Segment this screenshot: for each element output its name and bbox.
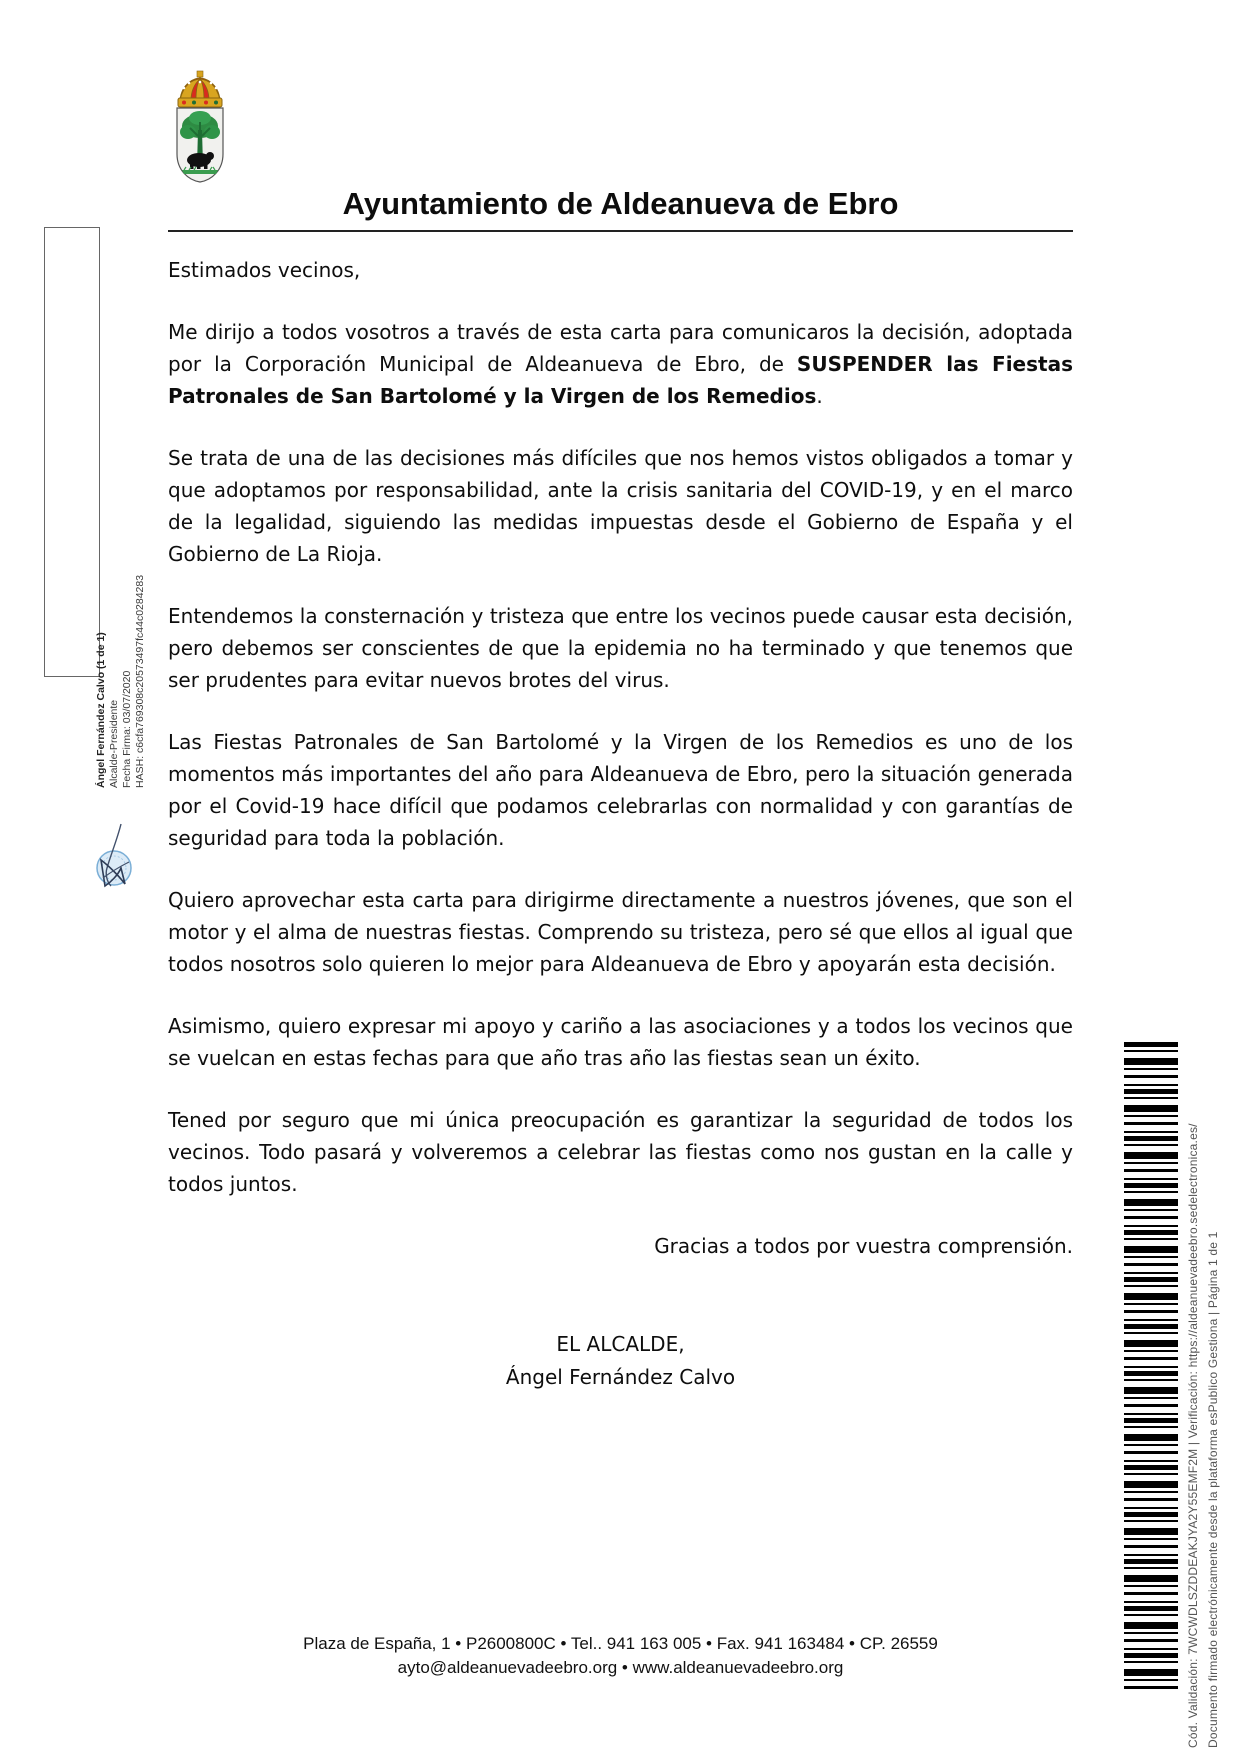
paragraph-decision-bold: SUSPENDER las Fiestas Patronales de San Bartolomé y la Virgen de los Remedios	[168, 352, 1073, 408]
paragraph-understanding: Entendemos la consternación y tristeza que entre los vecinos puede causar esta decisión, pero debemos ser conscientes de que la epidemia no ha terminado y que tenemos que ser prudentes para evitar nuevos brotes del virus.	[168, 604, 1073, 692]
verification-code-line: Cód. Validación: 7WCWDLSZDDEAKJYA2Y55EMF2M | Verificación: https://aldeanuevadeebro.sedelectronica.es/	[1186, 1123, 1200, 1748]
footer-address-line: Plaza de España, 1 • P2600800C • Tel.. 941 163 005 • Fax. 941 163484 • CP. 26559	[303, 1634, 938, 1653]
signature-hash: HASH: c6cfa769308c20573497fc44c0284283	[134, 574, 146, 788]
paragraph-importance: Las Fiestas Patronales de San Bartolomé y la Virgen de los Remedios es uno de los momentos más importantes del año para Aldeanueva de Ebro, pero la situación generada por el Covid-19 hace difícil que podamos celebrarlas con normalidad y con garantías de seguridad para toda la población.	[168, 730, 1073, 850]
signer-name: Ángel Fernández Calvo (1 de 1)	[95, 632, 107, 788]
paragraph-decision	[168, 316, 1073, 412]
paragraph-decision-end: .	[816, 384, 823, 408]
coat-of-arms-icon	[172, 70, 228, 186]
paragraph-decision-start: Me dirijo a todos vosotros a través de esta carta para comunicaros la decisión, adoptada por la Corporación Municipal de Aldeanueva de Ebro, de	[168, 320, 1073, 376]
paragraph-youth: Quiero aprovechar esta carta para dirigirme directamente a nuestros jóvenes, que son el motor y el alma de nuestras fiestas. Comprendo su tristeza, pero sé que ellos al igual que todos nosotros solo quieren lo mejor para Aldeanueva de Ebro y apoyarán esta decisión.	[168, 888, 1073, 976]
digital-signature-box	[44, 227, 146, 788]
page-title: Ayuntamiento de Aldeanueva de Ebro	[342, 186, 899, 221]
closing-line: Gracias a todos por vuestra comprensión.	[654, 1234, 1073, 1258]
paragraph-assurance: Tened por seguro que mi única preocupación es garantizar la seguridad de todos los vecinos. Todo pasará y volveremos a celebrar las fiestas como nos gustan en la calle y todos juntos.	[168, 1108, 1073, 1196]
salutation: Estimados vecinos,	[168, 258, 361, 282]
signer-role: Alcalde-Presidente	[108, 699, 120, 788]
signature-date: Fecha Firma: 03/07/2020	[121, 670, 133, 788]
signature-stamp-icon	[91, 820, 143, 902]
signature-metadata	[95, 555, 147, 788]
title-divider	[168, 230, 1073, 232]
signature-block	[168, 1328, 1073, 1394]
footer-web-line: ayto@aldeanuevadeebro.org • www.aldeanuevadeebro.org	[397, 1658, 844, 1677]
barcode	[1124, 1042, 1178, 1692]
paragraph-associations: Asimismo, quiero expresar mi apoyo y cariño a las asociaciones y a todos los vecinos que se vuelcan en estas fechas para que año tras año las fiestas sean un éxito.	[168, 1014, 1073, 1070]
verification-platform-line: Documento firmado electrónicamente desde la plataforma esPublico Gestiona | Página 1 de 1	[1206, 1231, 1220, 1748]
paragraph-responsibility: Se trata de una de las decisiones más difíciles que nos hemos vistos obligados a tomar y que adoptamos por responsabilidad, ante la crisis sanitaria del COVID-19, y en el marco de la legalidad, siguiendo las medidas impuestas desde el Gobierno de España y el Gobierno de La Rioja.	[168, 446, 1073, 566]
letter-body	[168, 254, 1073, 1394]
signoff-name: Ángel Fernández Calvo	[505, 1365, 736, 1389]
signoff-title: EL ALCALDE,	[556, 1332, 685, 1356]
page-footer	[168, 1632, 1073, 1680]
